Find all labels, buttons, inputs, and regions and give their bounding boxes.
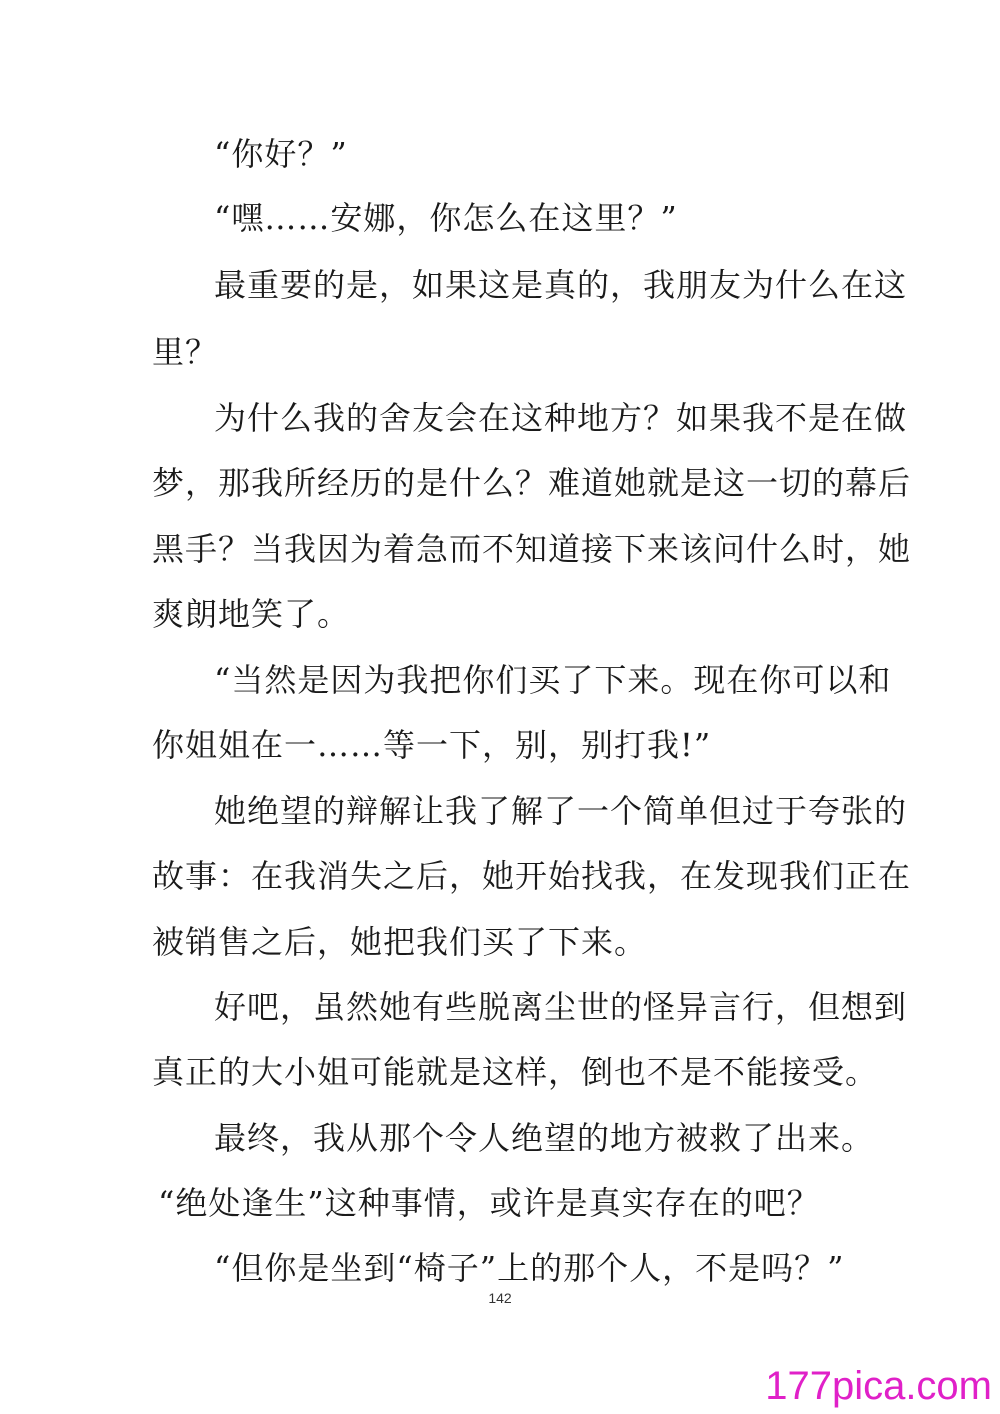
text-line-2: “嘿……安娜，你怎么在这里？”	[214, 199, 678, 237]
text-line-17: “绝处逢生”这种事情，或许是真实存在的吧？	[158, 1184, 820, 1222]
text-line-5: 为什么我的舍友会在这种地方？如果我不是在做	[214, 399, 908, 437]
text-line-8: 爽朗地笑了。	[152, 595, 351, 633]
text-line-15: 真正的大小姐可能就是这样，倒也不是不能接受。	[152, 1053, 879, 1091]
page-number: 142	[488, 1290, 512, 1306]
text-line-13: 被销售之后，她把我们买了下来。	[152, 923, 648, 961]
text-line-12: 故事：在我消失之后，她开始找我，在发现我们正在	[152, 857, 912, 895]
text-line-7: 黑手？当我因为着急而不知道接下来该问什么时，她	[152, 530, 912, 568]
text-line-6: 梦，那我所经历的是什么？难道她就是这一切的幕后	[152, 464, 912, 502]
watermark: 177pica.com	[765, 1364, 992, 1408]
text-line-4: 里？	[152, 333, 219, 371]
text-line-3: 最重要的是，如果这是真的，我朋友为什么在这	[214, 266, 908, 304]
text-line-16: 最终，我从那个令人绝望的地方被救了出来。	[214, 1119, 875, 1157]
text-line-14: 好吧，虽然她有些脱离尘世的怪异言行，但想到	[214, 988, 908, 1026]
text-line-1: “你好？”	[214, 135, 348, 173]
text-line-18: “但你是坐到“椅子”上的那个人，不是吗？”	[214, 1249, 845, 1287]
text-line-10: 你姐姐在一……等一下，别，别打我!”	[152, 726, 712, 764]
text-line-9: “当然是因为我把你们买了下来。现在你可以和	[214, 661, 892, 699]
text-line-11: 她绝望的辩解让我了解了一个简单但过于夸张的	[214, 792, 908, 830]
